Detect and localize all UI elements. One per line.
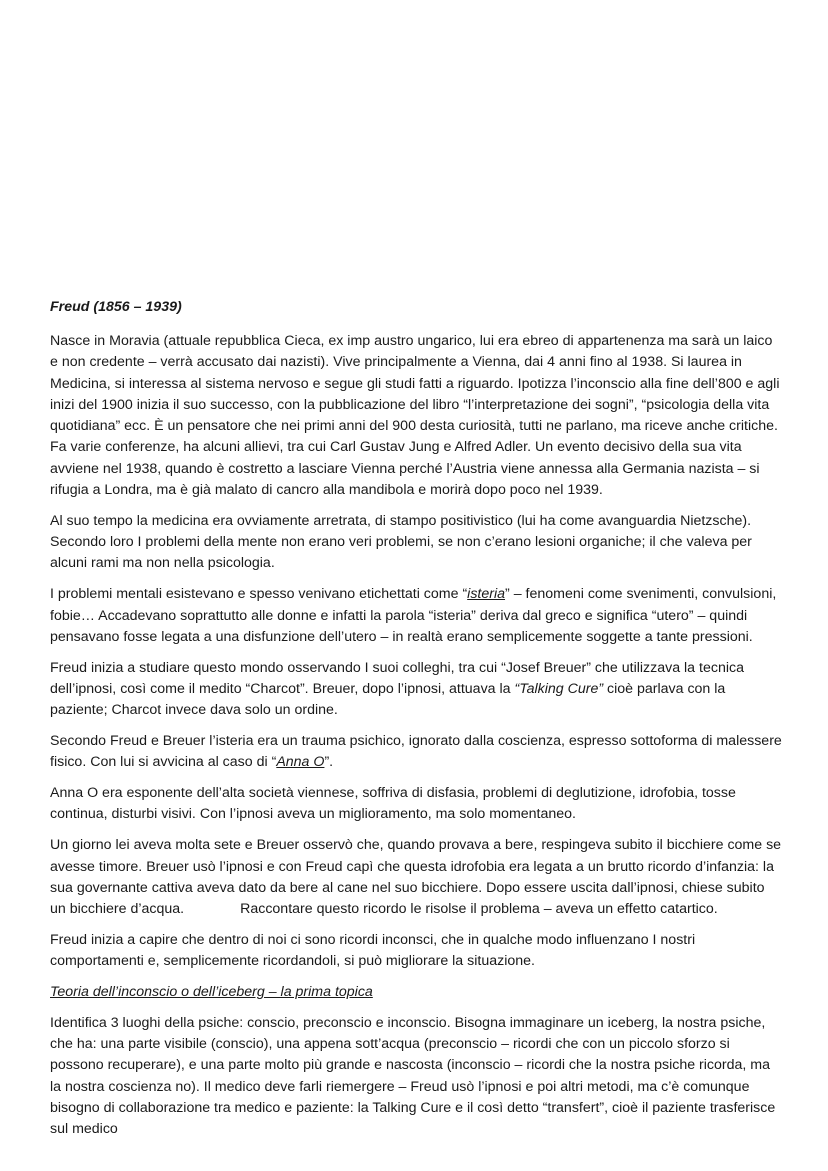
section-subheading: Teoria dell’inconscio o dell’iceberg – la prima topica [50, 984, 373, 1001]
paragraph-breuer [50, 658, 784, 722]
paragraph-hysteria [50, 584, 784, 648]
term-anna-o: Anna O [276, 754, 325, 771]
paragraph-unconscious-memories: Freud inizia a capire che dentro di noi ci sono ricordi inconsci, che in qualche modo influenzano I nostri comportamenti e, semplicemente ricordandoli, si può migliorare la situazione. [50, 931, 696, 970]
text-segment: cioè parlava con la paziente; Charcot invece dava solo un ordine. [50, 680, 726, 719]
text-segment: ” – fenomeni come svenimenti, convulsioni, fobie… Accadevano soprattutto alle donne e infatti la parola “isteria” deriva dal greco e significa “utero” – quindi pensavano fosse legata a una disfunzione dell’utero – in realtà erano semplicemente soggette a tante pressioni. [50, 586, 777, 645]
text-segment: Secondo Freud e Breuer l’isteria era un trauma psichico, ignorato dalla coscienza, espresso sottoforma di malessere fisico. Con lui si avvicina al caso di “ [50, 733, 782, 771]
paragraph-anna-o: Anna O era esponente dell’alta società viennese, soffriva di disfasia, problemi di deglutizione, idrofobia, tosse continua, disturbi visivi. Con l’ipnosi aveva un miglioramento, ma solo momentaneo. [50, 785, 736, 823]
paragraph-biography: Nasce in Moravia (attuale repubblica Cieca, ex imp austro ungarico, lui era ebreo di appartenenza ma sarà un laico e non credente – verrà accusato dai nazisti). Vive principalmente a Vienna, dai 4 anni fino al 1938. Si laurea in Medicina, si interessa al sistema nervoso e segue gli studi fatti a riguardo. Ipotizza l’inconscio alla fine dell’800 e agli inizi del 1900 inizia il suo successo, con la pubblicazione del libro “l’interpretazione dei sogni”, “psicologia della vita quotidiana” ecc. È un pensatore che nei primi anni del 900 desta curiosità, tutti ne parlano, ma riceve anche critiche. Fa varie conferenze, ha alcuni allievi, tra cui Carl Gustav Jung e Alfred Adler. Un evento decisivo della sua vita avviene nel 1938, quando è costretto a lasciare Vienna perché l’Austria viene annessa alla Germania nazista – si rifugia a Londra, ma è già malato di cancro alla mandibola e morirà dopo poco nel 1939. [50, 333, 780, 499]
paragraph-iceberg: Identifica 3 luoghi della psiche: conscio, preconscio e inconscio. Bisogna immaginare un iceberg, la nostra psiche, che ha: una parte visibile (conscio), una appena sott’acqua (preconscio – ricordi che con un piccolo sforzo si possono recuperare), e una parte molto più grande e nascosta (inconscio – ricordi che la nostra psiche ricorda, ma la nostra coscienza no). Il medico deve farli riemergere – Freud usò l’ipnosi e poi altri metodi, ma c’è comunque bisogno di collaborazione tra medico e paziente: la Talking Cure e il così detto “transfert”, cioè il paziente trasferisce sul medico [50, 1014, 776, 1138]
text-segment: Freud inizia a studiare questo mondo osservando I suoi colleghi, tra cui “Josef Breuer” che utilizzava la tecnica dell’ipnosi, così come il medito “Charcot”. Breuer, dopo l’ipnosi, attuava la [50, 659, 744, 697]
document-page [50, 297, 784, 1150]
text-segment: Un giorno lei aveva molta sete e Breuer osservò che, quando provava a bere, respingeva subito il bicchiere come se avesse timore. Breuer usò l’ipnosi e con Freud capì che questa idrofobia era legata a un brutto ricordo d’infanzia: la sua governante cattiva aveva dato da bere al cane nel suo bicchiere. Dopo essere uscita dall’ipnosi, chiese subito un bicchiere d’acqua. [50, 837, 782, 918]
paragraph-case-story [50, 835, 784, 920]
text-segment: Raccontare questo ricordo le risolse il problema – aveva un effetto catartico. [240, 901, 718, 918]
text-segment: ”. [324, 754, 334, 771]
paragraph-trauma [50, 731, 784, 774]
document-title: Freud (1856 – 1939) [50, 299, 182, 315]
term-isteria: isteria [467, 586, 506, 603]
paragraph-medicine: Al suo tempo la medicina era ovviamente arretrata, di stampo positivistico (lui ha come avanguardia Nietzsche). Secondo loro I problemi della mente non erano veri problemi, se non c’erano lesioni organiche; il che valeva per alcuni rami ma non nella psicologia. [50, 512, 752, 572]
term-talking-cure: “Talking Cure” [514, 680, 604, 697]
text-segment: I problemi mentali esistevano e spesso venivano etichettati come “ [50, 586, 468, 603]
